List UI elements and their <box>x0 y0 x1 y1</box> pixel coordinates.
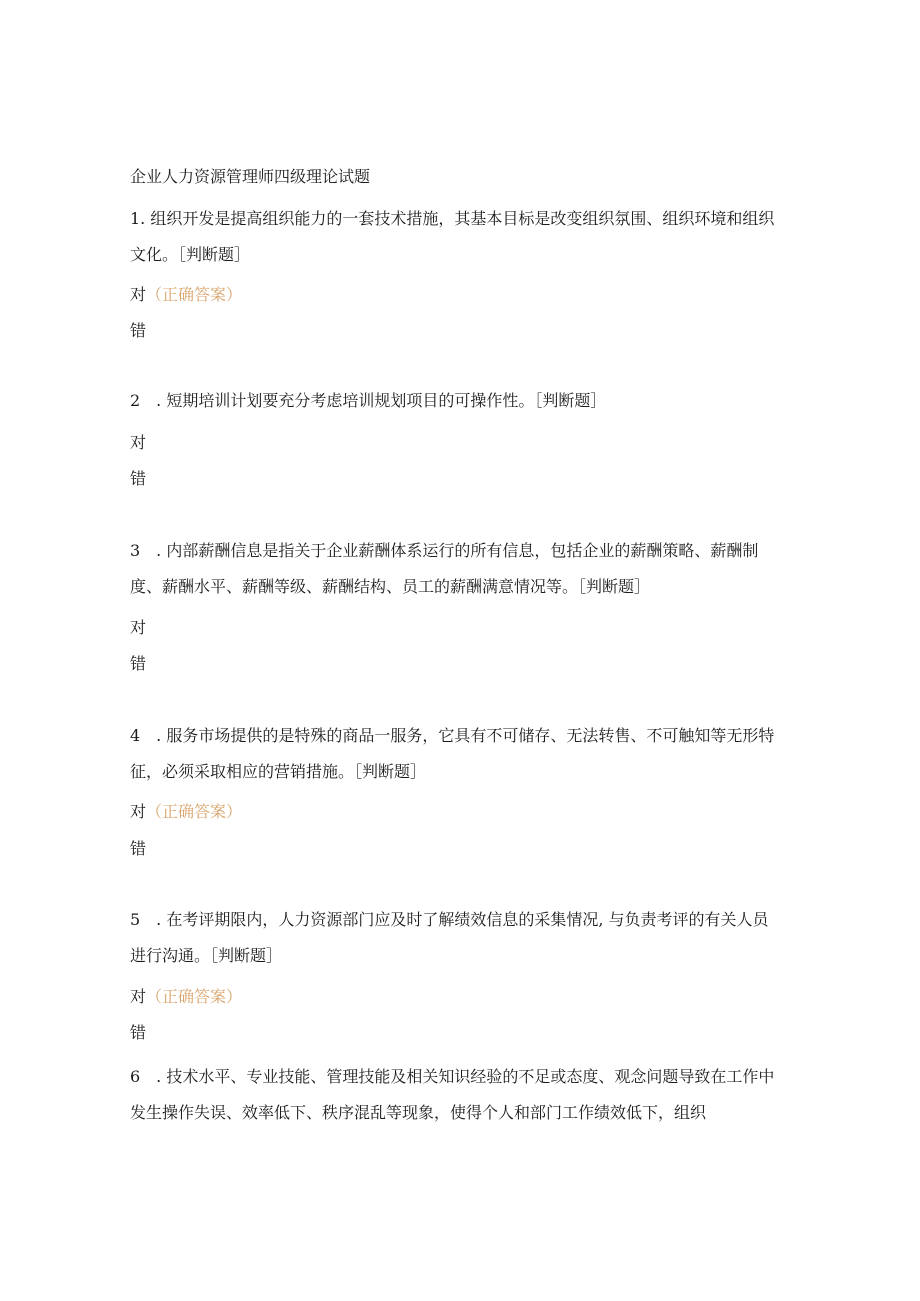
option-label: 对 <box>130 987 147 1006</box>
option-true[interactable] <box>130 614 146 642</box>
document-title: 企业人力资源管理师四级理论试题 <box>130 167 371 186</box>
option-false[interactable] <box>130 317 146 345</box>
option-true[interactable] <box>130 983 242 1011</box>
option-false[interactable] <box>130 835 146 863</box>
question-text: 1. 组织开发是提高组织能力的一套技术措施，其基本目标是改变组织氛围、组织环境和组织文化。［判断题］ <box>130 209 775 264</box>
option-false[interactable] <box>130 1019 146 1047</box>
question-5 <box>130 902 780 974</box>
question-text: 4 . 服务市场提供的是特殊的商品一服务，它具有不可储存、无法转售、不可触知等无形特征，必须采取相应的营销措施。［判断题］ <box>130 726 775 781</box>
question-4 <box>130 718 780 790</box>
option-label: 对 <box>130 433 147 452</box>
option-label: 对 <box>130 802 147 821</box>
question-text: 2 . 短期培训计划要充分考虑培训规划项目的可操作性。［判断题］ <box>130 391 607 410</box>
question-text: 6 . 技术水平、专业技能、管理技能及相关知识经验的不足或态度、观念问题导致在工作中发生操作失误、效率低下、秩序混乱等现象，使得个人和部门工作绩效低下，组织 <box>130 1067 775 1122</box>
option-false[interactable] <box>130 650 146 678</box>
option-false[interactable] <box>130 465 146 493</box>
option-label: 错 <box>130 321 147 340</box>
option-true[interactable] <box>130 429 146 457</box>
option-label: 错 <box>130 654 147 673</box>
question-6 <box>130 1059 780 1131</box>
option-label: 错 <box>130 839 147 858</box>
question-text: 3 . 内部薪酬信息是指关于企业薪酬体系运行的所有信息，包括企业的薪酬策略、薪酬制度、薪酬水平、薪酬等级、薪酬结构、员工的薪酬满意情况等。［判断题］ <box>130 541 759 596</box>
question-1 <box>130 201 780 273</box>
option-true[interactable] <box>130 281 242 309</box>
correct-answer-mark: （正确答案） <box>146 987 243 1006</box>
question-text: 5 . 在考评期限内，人力资源部门应及时了解绩效信息的采集情况, 与负责考评的有关人员进行沟通。［判断题］ <box>130 910 769 965</box>
question-3 <box>130 533 780 605</box>
option-label: 对 <box>130 618 147 637</box>
option-label: 错 <box>130 469 147 488</box>
question-2 <box>130 383 780 419</box>
correct-answer-mark: （正确答案） <box>146 802 243 821</box>
option-label: 对 <box>130 285 147 304</box>
correct-answer-mark: （正确答案） <box>146 285 243 304</box>
option-label: 错 <box>130 1023 147 1042</box>
option-true[interactable] <box>130 798 242 826</box>
